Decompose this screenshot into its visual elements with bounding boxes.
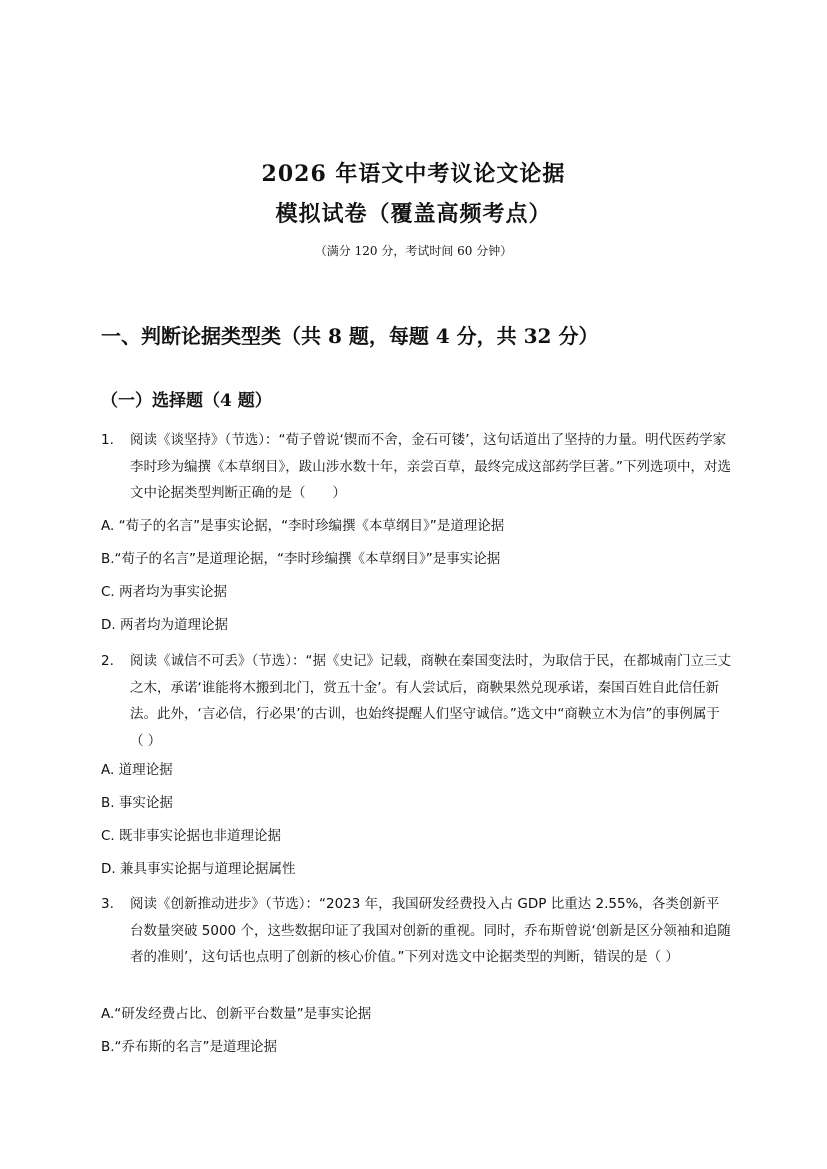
question-stem: 阅读《创新推动进步》（节选）：“2023 年，我国研发经费投入占 GDP 比重达 2.55%，各类创新平台数量突破 5000 个，这些数据印证了我国对创新的重视。同时，乔布斯曾说‘创新是区分领袖和追随者的准则’，这句话也点明了创新的核心价值。”下列对选文中论据类型的判断，错误的是（ ） — [130, 896, 731, 965]
question-number: 2. — [101, 653, 114, 669]
exam-title-line1: 2026 年语文中考议论文论据 — [261, 161, 566, 187]
question-number: 1. — [101, 432, 114, 448]
exam-info: （满分 120 分，考试时间 60 分钟） — [314, 244, 513, 258]
option-b: B.“荀子的名言”是道理论据，“李时珍编撰《本草纲目》”是事实论据 — [101, 551, 501, 567]
question-1 — [101, 427, 731, 507]
option-a: A. 道理论据 — [101, 762, 173, 778]
option-b: B. 事实论据 — [101, 795, 173, 811]
question-stem: 阅读《谈坚持》（节选）：“荀子曾说‘锲而不舍，金石可镂’，这句话道出了坚持的力量。明代医药学家李时珍为编撰《本草纲目》，跋山涉水数十年，亲尝百草，最终完成这部药学巨著。”下列选项中，对选文中论据类型判断正确的是（ ） — [130, 432, 731, 501]
option-d: D. 两者均为道理论据 — [101, 617, 228, 633]
question-2 — [101, 648, 731, 754]
exam-title-line2: 模拟试卷（覆盖高频考点） — [275, 201, 552, 227]
question-number: 3. — [101, 896, 114, 912]
option-a: A.“研发经费占比、创新平台数量”是事实论据 — [101, 1006, 372, 1022]
option-c: C. 两者均为事实论据 — [101, 584, 228, 600]
option-c: C. 既非事实论据也非道理论据 — [101, 828, 282, 844]
subsection-heading: （一）选择题（4 题） — [101, 391, 272, 411]
section-heading: 一、判断论据类型类（共 8 题，每题 4 分，共 32 分） — [101, 324, 599, 348]
question-stem: 阅读《诚信不可丢》（节选）：“据《史记》记载，商鞅在秦国变法时，为取信于民，在都城南门立三丈之木，承诺‘谁能将木搬到北门，赏五十金’。有人尝试后，商鞅果然兑现承诺，秦国百姓自此信任新法。此外，‘言必信，行必果’的古训，也始终提醒人们坚守诚信。”选文中“商鞅立木为信”的事例属于（ ） — [130, 653, 731, 749]
option-d: D. 兼具事实论据与道理论据属性 — [101, 861, 296, 877]
option-a: A. “荀子的名言”是事实论据，“李时珍编撰《本草纲目》”是道理论据 — [101, 518, 505, 534]
question-3 — [101, 891, 731, 971]
option-b: B.“乔布斯的名言”是道理论据 — [101, 1039, 278, 1055]
